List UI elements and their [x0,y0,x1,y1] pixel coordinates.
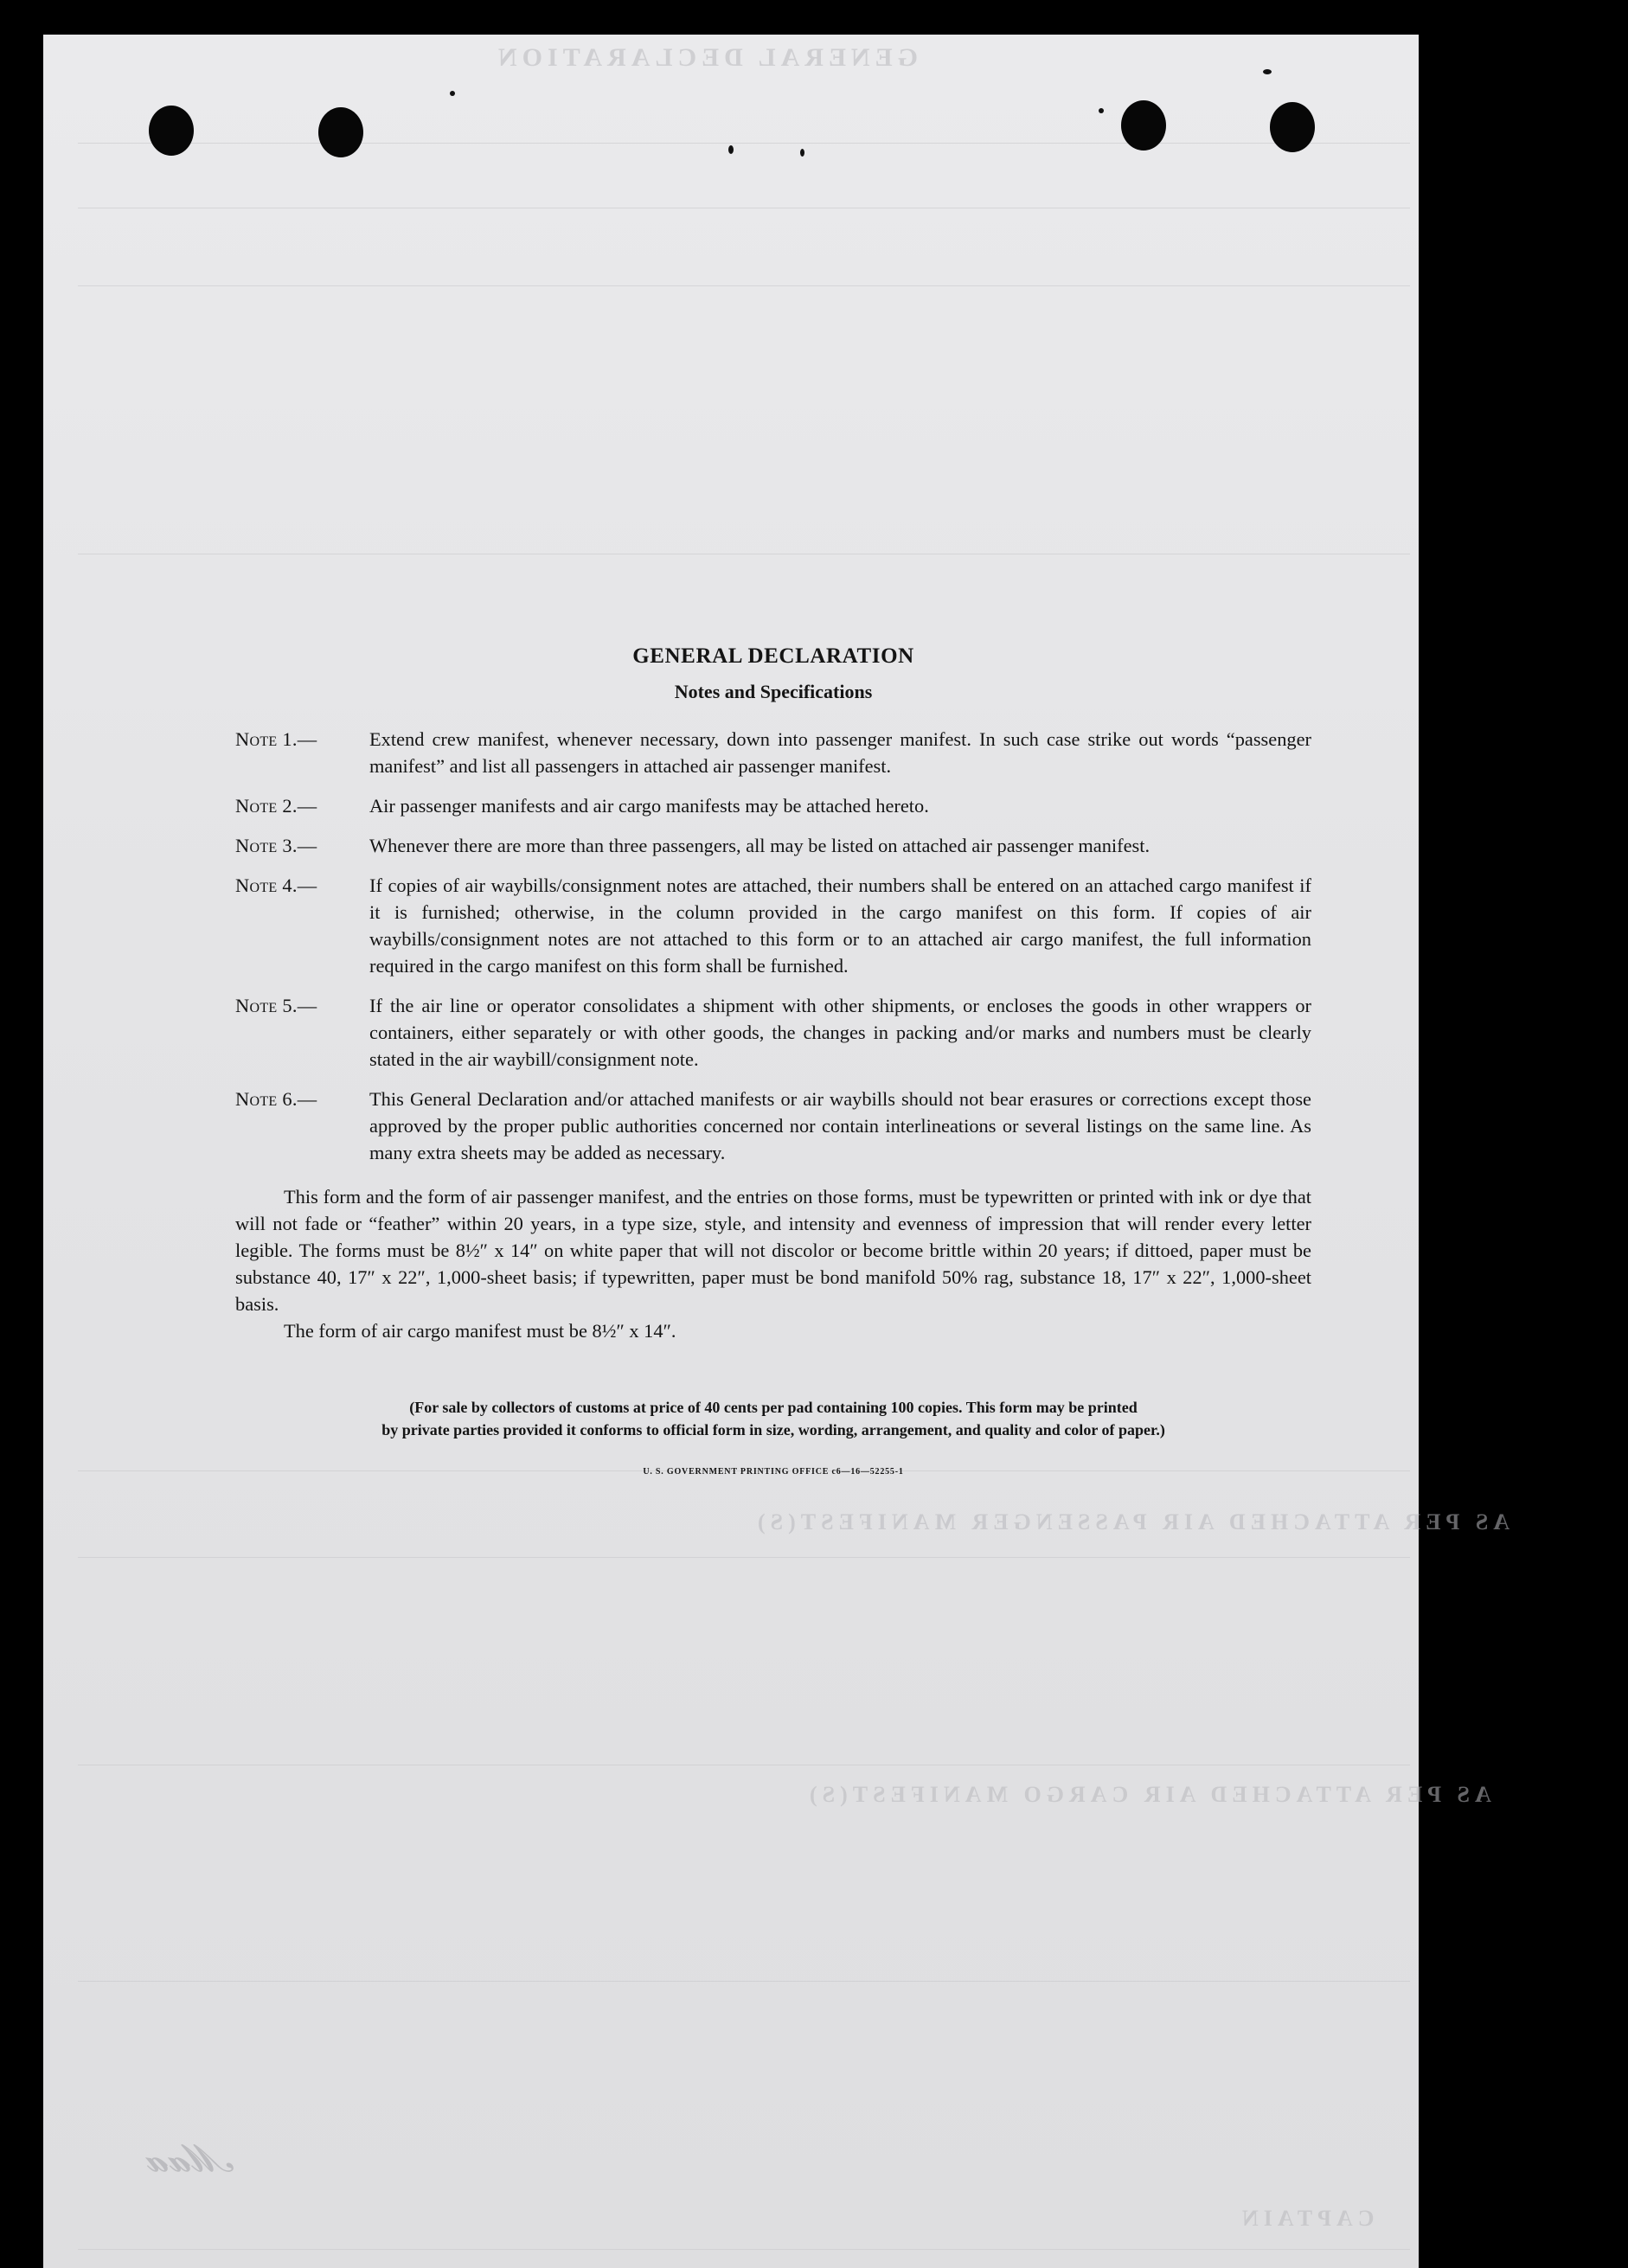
note-3 [235,832,1311,859]
note-1 [235,726,1311,779]
ink-speck [728,145,734,154]
note-label: Note 4.— [235,875,317,896]
printing-office-imprint: U. S. GOVERNMENT PRINTING OFFICE c6—16—52255-1 [643,1467,904,1477]
punch-hole [149,106,194,156]
note-label: Note 5.— [235,995,317,1016]
note-text: Extend crew manifest, whenever necessary, down into passenger manifest. In such case strike out words “passenger manifest” and list all passengers in attached air passenger manifest. [369,728,1311,777]
page-subtitle: Notes and Specifications [674,681,873,702]
sale-note-line-2: by private parties provided it conforms to official form in size, wording, arrangement, and quality and color of paper.) [381,1421,1165,1438]
punch-hole [1121,100,1166,151]
note-text: If copies of air waybills/consignment notes are attached, their numbers shall be entered on an attached cargo manifest if it is furnished; otherwise, in the column provided in the cargo manifest on this form. If copies of air waybills/consignment notes are not attached to this form or to an attached air cargo manifest, the full information required in the cargo manifest on this form shall be furnished. [369,875,1311,977]
note-text: Air passenger manifests and air cargo manifests may be attached hereto. [369,795,929,817]
note-label: Note 3.— [235,835,317,856]
ink-speck [1263,69,1272,74]
ink-speck [800,149,804,157]
note-text: Whenever there are more than three passengers, all may be listed on attached air passenger manifest. [369,835,1150,856]
ink-speck [1099,108,1104,113]
note-2 [235,792,1311,819]
note-label: Note 1.— [235,728,317,750]
note-label: Note 6.— [235,1088,317,1110]
bleed-through-cargo-stamp: AS PER ATTACHED AIR CARGO MANIFEST(S) [804,1782,1491,1807]
sale-note-line-1: (For sale by collectors of customs at price of 40 cents per pad containing 100 copies. This form may be printed [409,1399,1138,1416]
note-4 [235,872,1311,979]
sale-note [235,1396,1311,1441]
ink-speck [450,91,455,96]
bleed-through-captain: CAPTAIN [1237,2206,1375,2231]
signature-bleed-through: 𝓜𝓪𝓪 [147,2137,234,2180]
note-5 [235,992,1311,1073]
note-6 [235,1086,1311,1166]
note-text: If the air line or operator consolidates a shipment with other shipments, or encloses the goods in other wrappers or containers, either separately or with other goods, the changes in packing and/or marks and numbers must be clearly stated in the air waybill/consignment note. [369,995,1311,1070]
note-text: This General Declaration and/or attached manifests or air waybills should not bear erasures or corrections except those approved by the proper public authorities concerned nor contain interlineations or several listings on the same line. As many extra sheets may be added as necessary. [369,1088,1311,1163]
page-title: GENERAL DECLARATION [632,644,914,668]
bleed-through-passenger-stamp: AS PER ATTACHED AIR PASSENGER MANIFEST(S) [753,1509,1510,1534]
document-page [43,35,1510,2268]
specification-paragraph: This form and the form of air passenger manifest, and the entries on those forms, must be typewritten or printed with ink or dye that will not fade or “feather” within 20 years, in a type size, style, and intensity and evenness of impression that will render every letter legible. The forms must be 8½″ x 14″ on white paper that will not discolor or become brittle within 20 years; if dittoed, paper must be substance 40, 17″ x 22″, 1,000-sheet basis; if typewritten, paper must be bond manifold 50% rag, substance 18, 17″ x 22″, 1,000-sheet basis. [235,1186,1311,1315]
cargo-manifest-size: The form of air cargo manifest must be 8½″ x 14″. [284,1320,676,1342]
note-label: Note 2.— [235,795,317,817]
punch-hole [318,107,363,157]
bleed-through-title: GENERAL DECLARATION [493,43,919,72]
punch-hole [1270,102,1315,152]
notes-and-specifications [235,644,1311,1477]
